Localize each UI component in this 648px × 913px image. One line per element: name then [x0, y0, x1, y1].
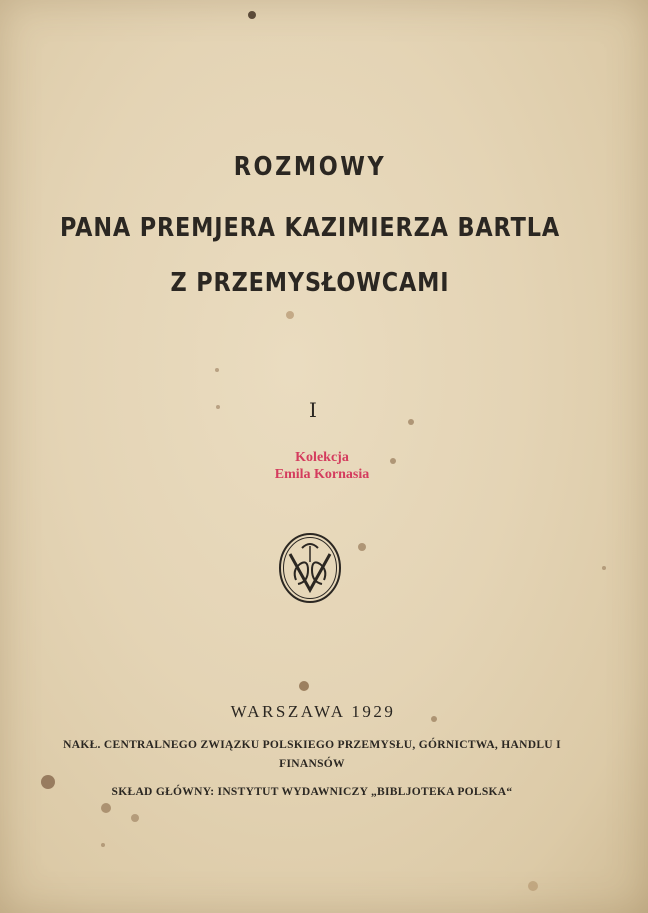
volume-number: I [309, 398, 317, 422]
publisher-line: NAKŁ. CENTRALNEGO ZWIĄZKU POLSKIEGO PRZEMYSŁU, GÓRNICTWA, HANDLU I FINANSÓW [63, 739, 561, 770]
place-and-year: WARSZAWA 1929 [230, 702, 396, 721]
title-line-3: Z PRZEMYSŁOWCAMI [170, 268, 450, 298]
stamp-line-1: Kolekcja [295, 450, 349, 465]
collection-stamp [0, 449, 644, 483]
title-line-1: ROZMOWY [233, 152, 387, 182]
title-line-2: PANA PREMJERA KAZIMIERZA BARTLA [59, 213, 561, 243]
stamp-line-2: Emila Kornasia [274, 467, 370, 482]
publisher-monogram-icon [278, 532, 342, 604]
distributor-line: SKŁAD GŁÓWNY: INSTYTUT WYDAWNICZY „BIBLJOTEKA POLSKA“ [111, 786, 513, 798]
